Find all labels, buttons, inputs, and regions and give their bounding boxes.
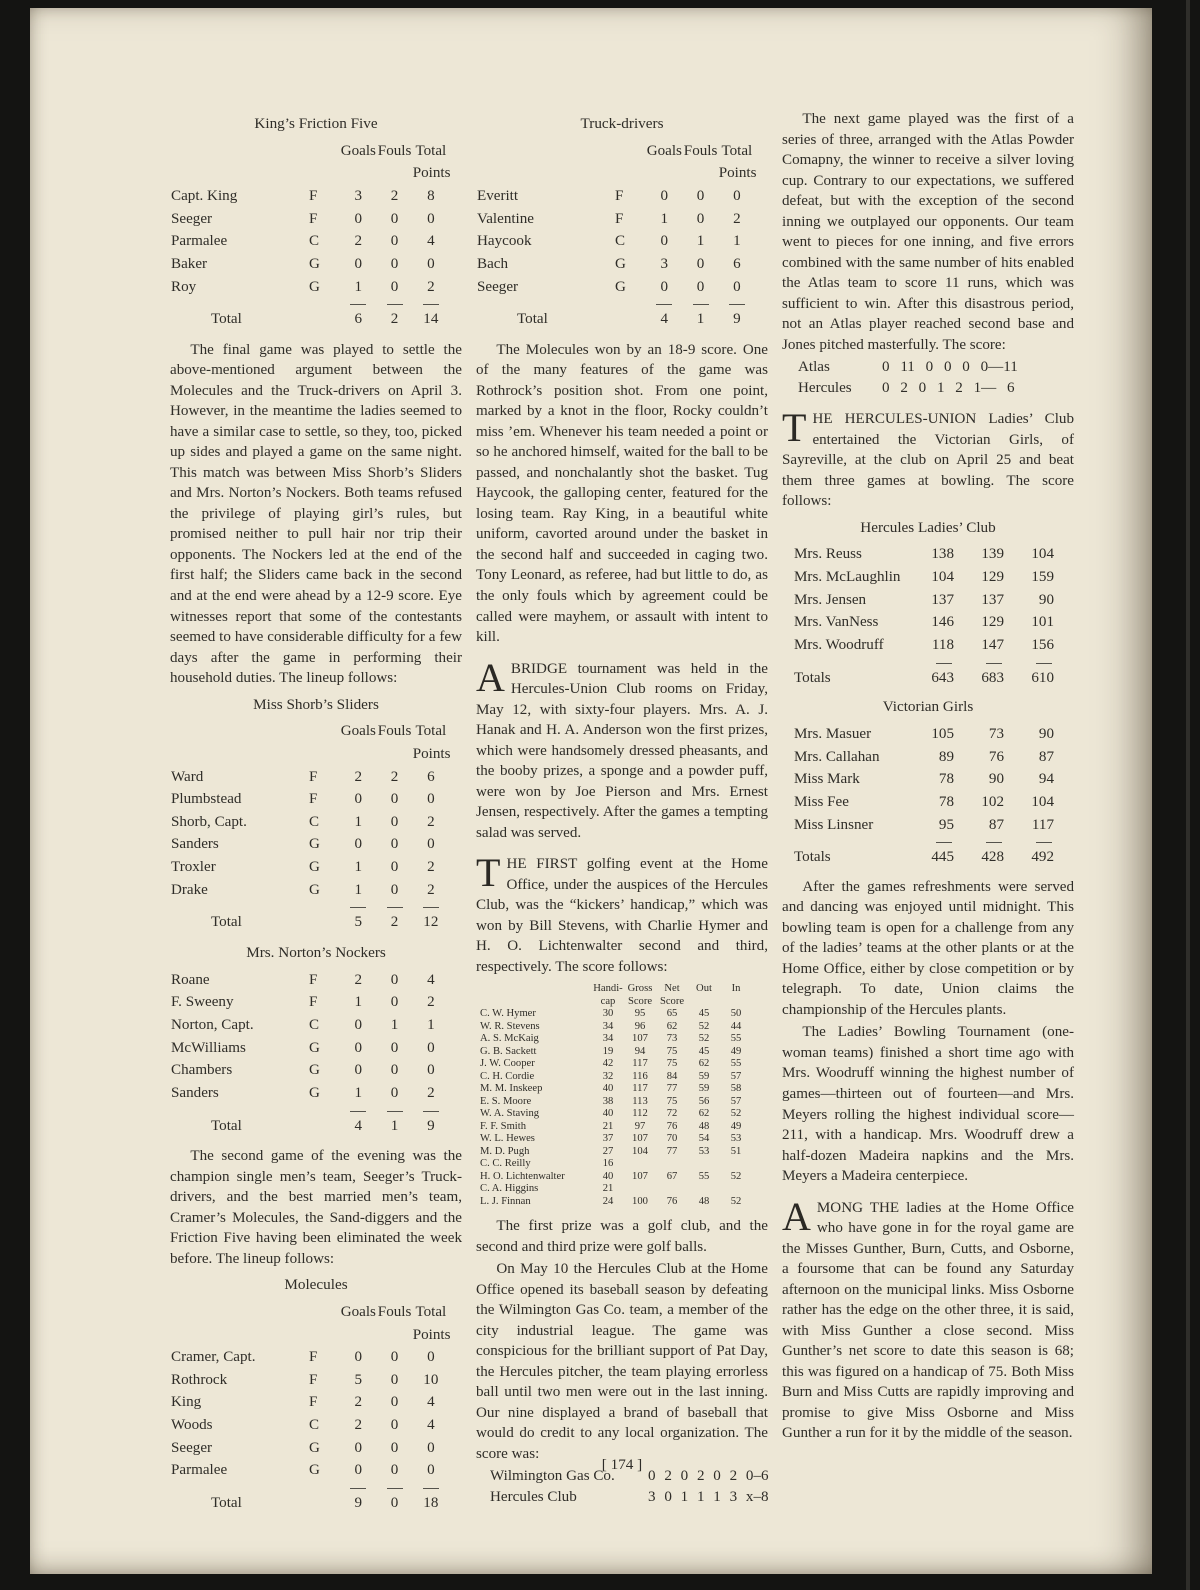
- golf-row: M. D. Pugh 27 104 77 53 51: [480, 1145, 742, 1157]
- stat-row: Woods C 2 0 4: [171, 1417, 435, 1434]
- rule-row: [171, 1105, 449, 1115]
- stat-row: Troxler G 1 0 2: [171, 859, 435, 876]
- hercules-union-article: [782, 405, 1074, 512]
- stat-row: Seeger F 0 0 0: [171, 210, 435, 227]
- golf-row: L. J. Finnan 24 100 76 48 52: [480, 1195, 742, 1207]
- magazine-page: [30, 8, 1152, 1574]
- golf-row: J. W. Cooper 42 117 75 62 55: [480, 1058, 742, 1070]
- fouls-header: Fouls: [377, 723, 412, 740]
- bowling-row: Mrs. Callahan 89 76 87: [794, 748, 1054, 765]
- atlas-line-score: [798, 357, 1074, 398]
- golf-row: W. R. Stevens 34 96 62 52 44: [480, 1020, 742, 1032]
- gross-header: Gross: [627, 983, 653, 995]
- drop-cap-t: T: [476, 850, 501, 896]
- paragraph-baseball: On May 10 the Hercules Club at the Home Office opened its baseball season by defeating the Wilmington Gas Co. team, a member of the city industrial league. The game was conspicious for the brilliant support of Pat Day, the Hercules pitcher, the team playing errorless ball until two men were out in the last inning. Our nine displayed a brand of baseball that would do credit to any local organization. The score was:: [476, 1261, 768, 1462]
- rule-row: [171, 1482, 449, 1492]
- hercules-ladies-title: Hercules Ladies’ Club: [860, 518, 996, 536]
- totals-row: Totals 643 683 610: [794, 669, 1054, 686]
- rule-row: [171, 298, 449, 308]
- victorian-girls-table: [794, 723, 1062, 869]
- golf-row: W. L. Hewes 37 107 70 54 53: [480, 1133, 742, 1145]
- column-3: [782, 108, 1074, 1524]
- page-content: [170, 108, 1074, 1524]
- stat-row: Baker G 0 0 0: [171, 255, 435, 272]
- bowling-row: Mrs. McLaughlin 104 129 159: [794, 569, 1054, 586]
- bowling-row: Miss Fee 78 102 104: [794, 793, 1054, 810]
- golf-row: C. W. Hymer 30 95 65 45 50: [480, 1008, 742, 1020]
- stat-row: McWilliams G 0 0 0: [171, 1039, 435, 1056]
- stat-header-row: [171, 720, 449, 743]
- line-score-row: Wilmington Gas Co. 0 2 0 2 0 2 0–6: [490, 1468, 769, 1485]
- net-header: Net: [664, 983, 680, 995]
- goals-header: Goals: [646, 142, 682, 159]
- hercules-union-text: HE HERCULES-UNION Ladies’ Club entertained the Victorian Girls, of Sayreville, at the club on April 25 and beat them three games at bowling. The score follows:: [782, 411, 1074, 510]
- points-header: Points: [412, 165, 451, 182]
- paragraph-molecules-won: The Molecules won by an 18-9 score. One of the many features of the game was Rothrock’s position shot. From one point, marked by a knot in the floor, Rocky couldn’t miss ’em. Whenever his team needed a point or so he anchored himself, waited for the ball to be passed, and nonchalantly shot the basket. Tug Haycook, the galloping center, featured for the losing team. Ray King, in a beautiful white uniform, cavorted around under the basket in the second half and succeeded in caging two. Tony Leonard, as referee, had but little to do, as the only fouls which by agreement could be called were mayhem, or assault with intent to kill.: [476, 341, 768, 646]
- points-header: Points: [718, 165, 757, 182]
- drop-cap-a: A: [782, 1193, 811, 1239]
- rule-row: [171, 901, 449, 911]
- total-row: Total 4 1 9: [211, 1117, 435, 1134]
- stat-row: Plumbstead F 0 0 0: [171, 791, 435, 808]
- bowling-row: Mrs. Masuer 105 73 90: [794, 725, 1054, 742]
- stat-row: F. Sweeny F 1 0 2: [171, 994, 435, 1011]
- sliders-title: Miss Shorb’s Sliders: [253, 695, 379, 713]
- among-text: MONG THE ladies at the Home Office who have gone in for the royal game are the Misses Gunther, Burn, Cutts, and Osborne, a foursome that can be found any Saturday afternoon on the municipal links. Miss Osborne rather has the edge on the other three, it is said, with Miss Gunther a close second. Miss Gunther’s net score to date this season is 68; this was figured on a handicap of 75. Both Miss Burn and Miss Cutts are rapidly improving and promise to give Miss Osborne and Miss Gunther a run for it by the middle of the season.: [782, 1199, 1074, 1442]
- stat-row: Ward F 2 2 6: [171, 768, 435, 785]
- molecules-table: [171, 1301, 449, 1515]
- molecules-title: Molecules: [284, 1276, 348, 1294]
- line-score-row: Hercules Club 3 0 1 1 1 3 x–8: [490, 1488, 769, 1505]
- friction-five-title: King’s Friction Five: [254, 115, 378, 132]
- bowling-row: Mrs. Woodruff 118 147 156: [794, 637, 1054, 654]
- bowling-row: Mrs. Reuss 138 139 104: [794, 546, 1054, 563]
- column-2: [476, 108, 768, 1524]
- golf-row: F. F. Smith 21 97 76 48 49: [480, 1120, 742, 1132]
- golf-article: [476, 850, 768, 977]
- stat-row: Roane F 2 0 4: [171, 971, 435, 988]
- handicap-header: Handi-: [593, 983, 623, 995]
- rule-row: [794, 836, 1062, 846]
- stat-row: Roy G 1 0 2: [171, 278, 435, 295]
- stat-header-row2: [171, 162, 449, 185]
- stat-row: Everitt F 0 0 0: [477, 187, 741, 204]
- friction-five-table: [171, 140, 449, 331]
- stat-row: Sanders G 1 0 2: [171, 1084, 435, 1101]
- total-row: Total 5 2 12: [211, 914, 439, 931]
- goals-header: Goals: [340, 1303, 376, 1320]
- total-row: Total 9 0 18: [211, 1495, 439, 1512]
- golf-row: G. B. Sackett 19 94 75 45 49: [480, 1045, 742, 1057]
- in-header: In: [731, 983, 741, 995]
- truckdrivers-table: [477, 140, 755, 331]
- stat-row: Cramer, Capt. F 0 0 0: [171, 1349, 435, 1366]
- golf-row: C. C. Reilly 16: [480, 1158, 614, 1170]
- truckdrivers-title: Truck-drivers: [580, 115, 664, 132]
- goals-header: Goals: [340, 142, 376, 159]
- stat-row: Parmalee C 2 0 4: [171, 233, 435, 250]
- drop-cap-t: T: [782, 405, 807, 451]
- stat-row: Shorb, Capt. C 1 0 2: [171, 813, 435, 830]
- victorian-girls-title: Victorian Girls: [882, 698, 974, 716]
- rule-row: [477, 298, 755, 308]
- fouls-header: Fouls: [683, 142, 718, 159]
- stat-row: King F 2 0 4: [171, 1394, 435, 1411]
- points-header: Points: [412, 1326, 451, 1343]
- fouls-header: Fouls: [377, 142, 412, 159]
- stat-header-row2: [171, 743, 449, 766]
- golf-score-table: [480, 983, 752, 1208]
- stat-row: Rothrock F 5 0 10: [171, 1371, 439, 1388]
- total-header: Total: [415, 142, 447, 159]
- stat-header-row2: [477, 162, 755, 185]
- golf-header-row2: cap Score Score: [600, 995, 685, 1007]
- bridge-text: BRIDGE tournament was held in the Hercules-Union Club rooms on Friday, May 12, with sixty-four players. Mrs. A. J. Hanak and H. A. Anderson won the first prizes, which were handsomely dressed pheasants, and the booby prizes, a sponge and a powder puff, were won by Joe Pierson and Mrs. Ernest Jensen, respectively. After the games a tempting salad was served.: [476, 660, 768, 841]
- bowling-row: Mrs. Jensen 137 137 90: [794, 591, 1054, 608]
- among-article: [782, 1193, 1074, 1444]
- stat-row: Haycook C 0 1 1: [477, 233, 741, 250]
- total-row: Total 6 2 14: [211, 311, 439, 328]
- line-score-row: Hercules 0 2 0 1 2 1— 6: [798, 379, 1015, 396]
- golf-row: A. S. McKaig 34 107 73 52 55: [480, 1033, 742, 1045]
- stat-row: Valentine F 1 0 2: [477, 210, 741, 227]
- rule-row: [794, 657, 1062, 667]
- stat-row: Parmalee G 0 0 0: [171, 1462, 435, 1479]
- nockers-title: Mrs. Norton’s Nockers: [246, 944, 386, 961]
- total-header: Total: [415, 1303, 447, 1320]
- total-header: Total: [721, 142, 753, 159]
- stat-row: Seeger G 0 0 0: [171, 1439, 435, 1456]
- stat-header-row: [171, 1301, 449, 1324]
- points-header: Points: [412, 745, 451, 762]
- bowling-row: Mrs. VanNess 146 129 101: [794, 614, 1054, 631]
- paragraph-atlas-game: The next game played was the first of a series of three, arranged with the Atlas Powder Comapny, the winner to receive a silver loving cup. Contrary to our expectations, we suffered defeat, but with the exception of the second inning we outplayed our opponents. Our team went to pieces for one inning, and five errors combined with the same number of hits enabled the Atlas team to score 11 runs, which was sufficient to win. After this disastrous period, not an Atlas player reached second base and Jones pitched masterfully. The score:: [782, 111, 1074, 353]
- goals-header: Goals: [340, 723, 376, 740]
- stat-row: Norton, Capt. C 0 1 1: [171, 1016, 435, 1033]
- fouls-header: Fouls: [377, 1303, 412, 1320]
- drop-cap-a: A: [476, 654, 505, 700]
- stat-row: Sanders G 0 0 0: [171, 836, 435, 853]
- bowling-row: Miss Mark 78 90 94: [794, 771, 1054, 788]
- golf-row: W. A. Staving 40 112 72 62 52: [480, 1108, 742, 1120]
- sliders-table: [171, 720, 449, 934]
- stat-row: Drake G 1 0 2: [171, 881, 435, 898]
- page-number: [ 174 ]: [601, 1456, 643, 1473]
- bowling-row: Miss Linsner 95 87 117: [794, 816, 1054, 833]
- stat-row: Seeger G 0 0 0: [477, 278, 741, 295]
- hercules-ladies-table: [794, 543, 1062, 689]
- golf-row: H. O. Lichtenwalter 40 107 67 55 52: [480, 1170, 742, 1182]
- paragraph-tournament: The Ladies’ Bowling Tournament (one-woman teams) finished a short time ago with Mrs. Woodruff winning the highest number of games—thirteen out of fourteen—and Mrs. Meyers rolling the highest individual score—211, with a handicap. Mrs. Woodruff drew a half-dozen Madeira napkins and the Mrs. Meyers a Madeira centerpiece.: [782, 1024, 1074, 1185]
- golf-row: C. A. Higgins 21: [480, 1183, 614, 1195]
- total-row: Total 4 1 9: [517, 311, 741, 328]
- paragraph-second-game: The second game of the evening was the champion single men’s team, Seeger’s Truck-drivers, and the best married men’s team, Cramer’s Molecules, the Sand-diggers and the Friction Five having been eliminated the week before. The lineup follows:: [170, 1148, 462, 1267]
- totals-row: Totals 445 428 492: [794, 849, 1054, 866]
- golf-row: E. S. Moore 38 113 75 56 57: [480, 1095, 742, 1107]
- binding-edge: [1186, 0, 1190, 1590]
- stat-row: Chambers G 0 0 0: [171, 1062, 435, 1079]
- line-score-row: Atlas 0 11 0 0 0 0—11: [798, 359, 1018, 376]
- bridge-article: [476, 654, 768, 844]
- stat-header-row2: [171, 1324, 449, 1347]
- stat-header-row: [477, 140, 755, 163]
- golf-header-row: [480, 983, 752, 996]
- golf-row: C. H. Cordie 32 116 84 59 57: [480, 1070, 742, 1082]
- stat-header-row: [171, 140, 449, 163]
- paragraph-final-game: The final game was played to settle the above-mentioned argument between the Molecules and the Truck-drivers on April 3. However, in the meantime the ladies seemed to have a similar case to settle, so they, too, picked up sides and played a game on the same night. This match was between Miss Shorb’s Sliders and Mrs. Norton’s Nockers. Both teams refused the privilege of playing girl’s rules, but promised neither to pull hair nor trip their opponents. The Nockers led at the end of the first half; the Sliders came back in the second and at the end were ahead by a 12-9 score. Eye witnesses report that some of the contestants seemed to have considerable difficulty for a few days after the game in performing their household duties. The lineup follows:: [170, 341, 462, 687]
- column-1: [170, 108, 462, 1524]
- golf-row: M. M. Inskeep 40 117 77 59 58: [480, 1083, 742, 1095]
- stat-row: Bach G 3 0 6: [477, 255, 741, 272]
- stat-row: Capt. King F 3 2 8: [171, 187, 435, 204]
- nockers-table: [171, 969, 449, 1137]
- paragraph-refreshments: After the games refreshments were served and dancing was enjoyed until midnight. This bowling team is open for a challenge from any of the ladies’ teams at the other plants or at the Home Office, either by close competition or by telegraph. To date, Union claims the championship of the Hercules plants.: [782, 878, 1074, 1018]
- paragraph-prizes: The first prize was a golf club, and the second and third prize were golf balls.: [476, 1218, 768, 1255]
- total-header: Total: [415, 723, 447, 740]
- golf-intro-text: HE FIRST golfing event at the Home Office, under the auspices of the Hercules Club, was the “kickers’ handicap,” which was won by Bill Stevens, with Charlie Hymer and H. O. Lichtenwalter second and third, respectively. The score follows:: [476, 856, 768, 975]
- out-header: Out: [696, 983, 712, 995]
